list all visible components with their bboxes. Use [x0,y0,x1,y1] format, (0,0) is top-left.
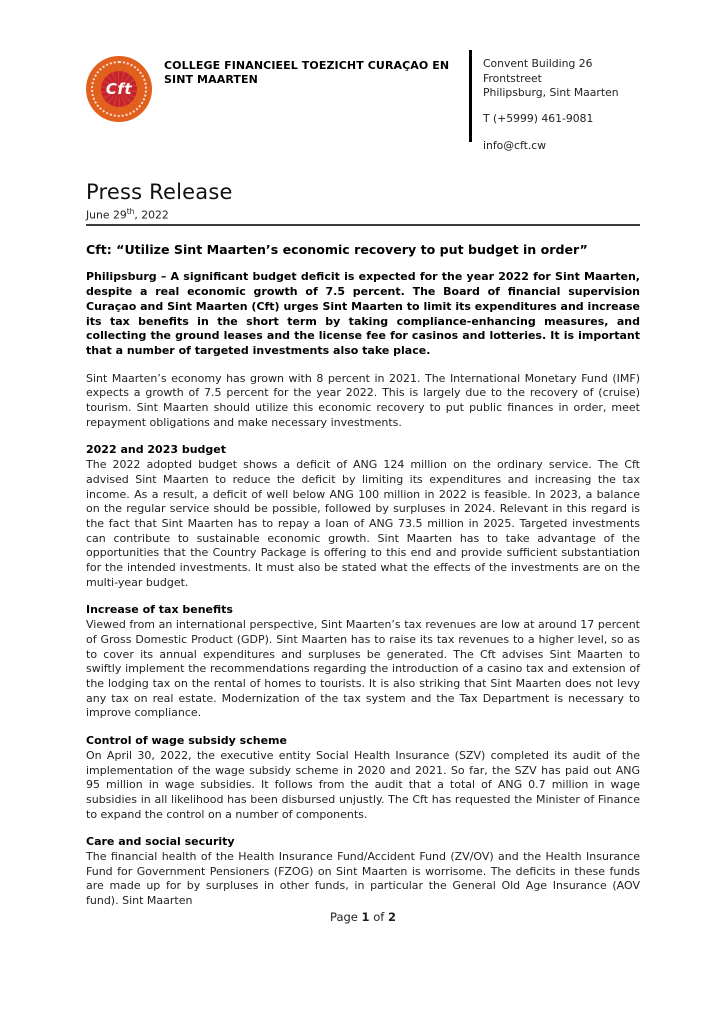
document-content [86,0,640,909]
address-line-1: Convent Building 26 Frontstreet [483,57,593,85]
cft-logo [86,56,152,122]
title-block [86,180,640,227]
section-body: The financial health of the Health Insurance Fund/Accident Fund (ZV/OV) and the Health Insurance Fund for Government Pensioners (FZOG) on Sint Maarten is worrisome. The deficits in these funds are made up for by surpluses in other funds, in particular the General Old Age Insurance (AOV fund). Sint Maarten [86,850,640,908]
date-line [86,207,640,222]
section-wage-subsidy [86,734,640,822]
phone-number: T (+5999) 461-9081 [483,111,594,125]
email-address: info@cft.cw [483,139,547,153]
section-body: Viewed from an international perspective, Sint Maarten’s tax revenues are low at around 17 percent of Gross Domestic Product (GDP). Sint Maarten has to raise its tax revenues to a higher level, so as to cover its annual expenditures and surpluses be generated. The Cft advises Sint Maarten to swiftly implement the recommendations regarding the introduction of a casino tax and extension of the lodging tax on the rental of homes to tourists. It is also striking that Sint Maarten does not levy any tax on real estate. Modernization of the tax system and the Tax Department is necessary to improve compliance. [86,618,640,720]
page-title: Press Release [86,179,233,204]
letterhead [86,50,640,154]
intro-paragraph: Sint Maarten’s economy has grown with 8 percent in 2021. The International Monetary Fund (IMF) expects a growth of 7.5 percent for the year 2022. This is largely due to the recovery of (cruise) tourism. Sint Maarten should utilize this economic recovery to put public finances in order, meet repayment obligations and make necessary investments. [86,371,640,429]
section-tax-benefits [86,603,640,721]
footer-prefix: Page [330,910,362,924]
logo-badge-icon [101,71,137,107]
section-heading: 2022 and 2023 budget [86,443,227,457]
footer-middle: of [369,910,388,924]
headline: Cft: “Utilize Sint Maarten’s economic recovery to put budget in order” [86,242,588,258]
footer-page-total: 2 [387,910,396,924]
section-budget [86,443,640,590]
section-heading: Increase of tax benefits [86,603,233,617]
address-line-2: Philipsburg, Sint Maarten [483,86,619,100]
lead-paragraph: Philipsburg – A significant budget deficit is expected for the year 2022 for Sint Maarten, despite a real economic growth of 7.5 percent. The Board of financial supervision Curaçao and Sint Maarten (Cft) urges Sint Maarten to limit its expenditures and increase its tax benefits in the short term by taking compliance-enhancing measures, and collecting the ground leases and the license fee for casinos and lotteries. It is important that a number of targeted investments also take place. [86,270,640,357]
logo-text: Cft [105,80,133,98]
date-year: , 2022 [134,208,169,222]
section-social-security [86,835,640,909]
footer-page-number: 1 [361,910,370,924]
org-name: COLLEGE FINANCIEEL TOEZICHT CURAÇAO EN SINT MAARTEN [164,59,450,87]
date-superscript: th [126,206,135,216]
page-footer [86,910,640,924]
section-body: On April 30, 2022, the executive entity Social Health Insurance (SZV) completed its audit of the implementation of the wage subsidy scheme in 2020 and 2021. So far, the SZV has paid out ANG 95 million in wage subsidies. It follows from the audit that a total of ANG 0.7 million in wage subsidies in all likelihood has been disbursed unjustly. The Cft has requested the Minister of Finance to expand the control on a number of components. [86,748,640,821]
section-heading: Control of wage subsidy scheme [86,734,287,748]
date-day: June 29 [86,208,127,222]
section-heading: Care and social security [86,835,235,849]
contact-block [472,50,640,154]
section-body: The 2022 adopted budget shows a deficit of ANG 124 million on the ordinary service. The Cft advised Sint Maarten to reduce the deficit by limiting its expenditures and increasing the tax income. As a result, a deficit of well below ANG 100 million in 2022 is feasible. In 2023, a balance on the regular service should be possible, followed by surpluses in 2024. Relevant in this regard is the fact that Sint Maarten has to repay a loan of ANG 73.5 million in 2025. Targeted investments can contribute to sustainable economic growth. Sint Maarten has to take advantage of the opportunities that the Country Package is offering to this end and provide sufficient substantiation for the intended investments. It must also be stated what the effects of the investments are on the multi-year budget. [86,458,640,589]
